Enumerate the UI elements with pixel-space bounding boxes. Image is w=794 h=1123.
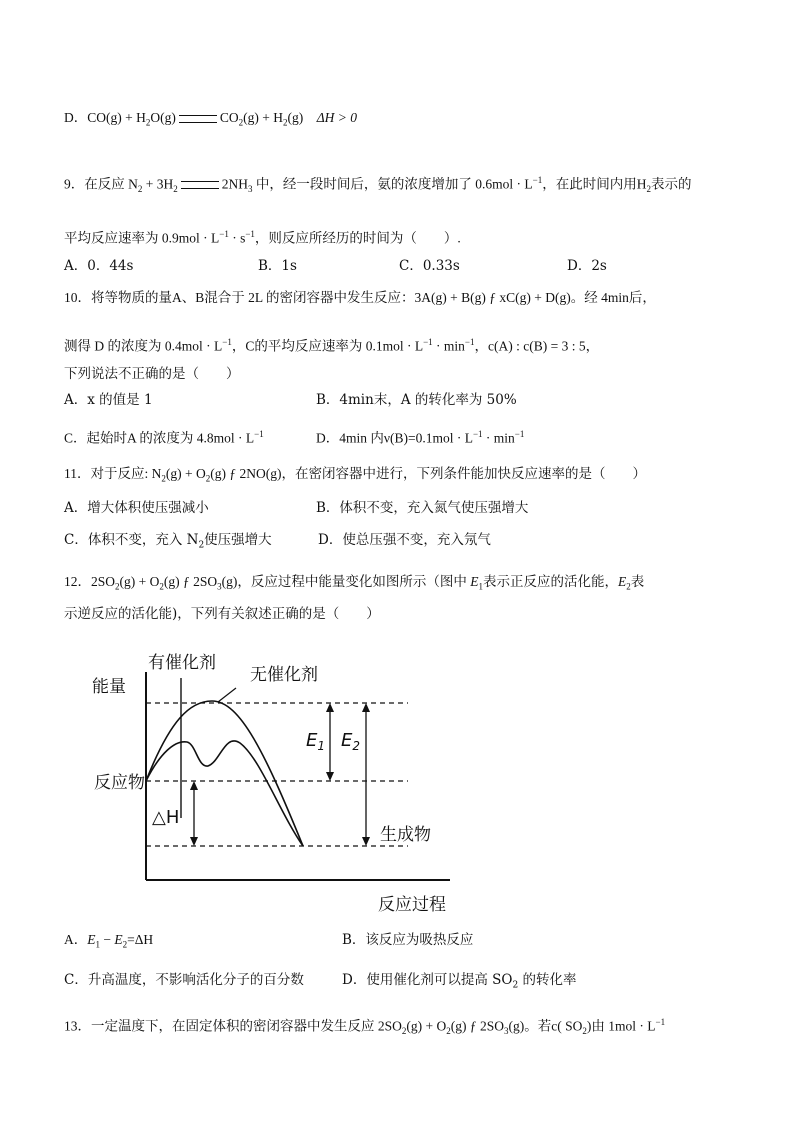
uncatalyzed-label: 无催化剂 bbox=[250, 665, 318, 685]
q11-option-d[interactable]: D．使总压强不变，充入氖气 bbox=[318, 532, 491, 548]
q11-option-b[interactable]: B．体积不变，充入氮气使压强增大 bbox=[316, 500, 529, 516]
e2-arrow-up-icon bbox=[362, 703, 370, 712]
q10-stem-line1: 10．将等物质的量A、B混合于 2L 的密闭容器中发生反应：3A(g) + B(g) ƒ xC(g) + D(g)。经 4min后， bbox=[64, 290, 656, 305]
q13-stem: 13．一定温度下，在固定体积的密闭容器中发生反应 $2SO_2(g) + O_2(g)$ ƒ $2SO_3(g)$。若c( $SO_2$)由 $1mol \cdot L^{-1}$ bbox=[64, 1017, 666, 1037]
q11-option-a[interactable]: A．增大体积使压强减小 bbox=[64, 500, 209, 516]
uncatalyzed-label-pointer bbox=[218, 688, 236, 702]
dh-arrow-up-icon bbox=[190, 781, 198, 790]
e1-arrow-up-icon bbox=[326, 703, 334, 712]
q10-stem-line2: 测得 D 的浓度为 $0.4mol \cdot L^{-1}$，C的平均反应速率为 $0.1mol \cdot L^{-1} \cdot \min^{-1}$，c(A) : c(B) = 3 : 5， bbox=[64, 337, 600, 354]
dh-arrow-down-icon bbox=[190, 837, 198, 846]
energy-diagram bbox=[90, 648, 490, 918]
q8-option-d: D．$CO(g) + H_2O(g) CO_2(g) + H_2(g)$ ΔH > 0 bbox=[64, 110, 358, 128]
q12-stem-line1: 12．$2SO_2(g) + O_2(g)$ ƒ $2SO_3(g)$，反应过程中能量变化如图所示（图中 $E_1$表示正反应的活化能，$E_2$表 bbox=[64, 574, 645, 592]
q9-stem-line1: 9．在反应 $N_2 + 3H_2$ $2NH_3$ 中，经一段时间后，氨的浓度增加了 $0.6mol \cdot L^{-1}$，在此时间内用$H_2$表示的 bbox=[64, 175, 692, 195]
e2-label: $E_2$ bbox=[341, 730, 361, 753]
catalyzed-label: 有催化剂 bbox=[148, 653, 216, 673]
q10-option-b[interactable]: B．4min末，A 的转化率为 50% bbox=[316, 392, 517, 408]
e1-label: $E_1$ bbox=[306, 730, 326, 753]
q9-option-d[interactable]: D．2s bbox=[567, 258, 607, 274]
q9-option-a[interactable]: A．0．44s bbox=[64, 258, 134, 274]
e1-arrow-down-icon bbox=[326, 772, 334, 781]
y-axis-label: 能量 bbox=[92, 677, 126, 697]
q9-option-b[interactable]: B．1s bbox=[258, 258, 297, 274]
dh-label: △H bbox=[152, 807, 180, 828]
q12-stem-line2: 示逆反应的活化能)，下列有关叙述正确的是（ ） bbox=[64, 606, 380, 622]
q9-option-c[interactable]: C．0.33s bbox=[399, 258, 460, 274]
x-axis-label: 反应过程 bbox=[378, 895, 446, 915]
catalyzed-curve bbox=[146, 741, 303, 846]
q12-option-c[interactable]: C．升高温度，不影响活化分子的百分数 bbox=[64, 972, 304, 988]
q11-option-c[interactable]: C．体积不变，充入 $N_2$使压强增大 bbox=[64, 532, 272, 551]
equilibrium-arrow-icon bbox=[179, 115, 217, 123]
reactant-label: 反应物 bbox=[94, 773, 145, 793]
equilibrium-arrow-icon bbox=[181, 181, 219, 189]
q10-option-c[interactable]: C．起始时A 的浓度为 $4.8mol \cdot L^{-1}$ bbox=[64, 429, 264, 446]
q11-stem: 11．对于反应: $N_2(g) + O_2(g)$ ƒ 2NO(g)，在密闭容器中进行，下列条件能加快反应速率的是（ ） bbox=[64, 466, 646, 484]
product-label: 生成物 bbox=[380, 825, 431, 845]
q12-option-b[interactable]: B．该反应为吸热反应 bbox=[342, 932, 474, 948]
q9-stem-line2: 平均反应速率为 $0.9mol \cdot L^{-1} \cdot s^{-1}$，则反应所经历的时间为（ ）. bbox=[64, 229, 461, 246]
q10-stem-line3: 下列说法不正确的是（ ） bbox=[64, 366, 240, 382]
e2-arrow-down-icon bbox=[362, 837, 370, 846]
q12-option-a[interactable]: A．$E_1 - E_2=\Delta H$ bbox=[64, 932, 154, 950]
q12-option-d[interactable]: D．使用催化剂可以提高 $SO_2$ 的转化率 bbox=[342, 972, 577, 991]
q10-option-d[interactable]: D．4min 内$\nu(B)=0.1mol \cdot L^{-1} \cdot \min^{-1}$ bbox=[316, 429, 525, 446]
q10-option-a[interactable]: A．x 的值是 1 bbox=[64, 392, 153, 408]
